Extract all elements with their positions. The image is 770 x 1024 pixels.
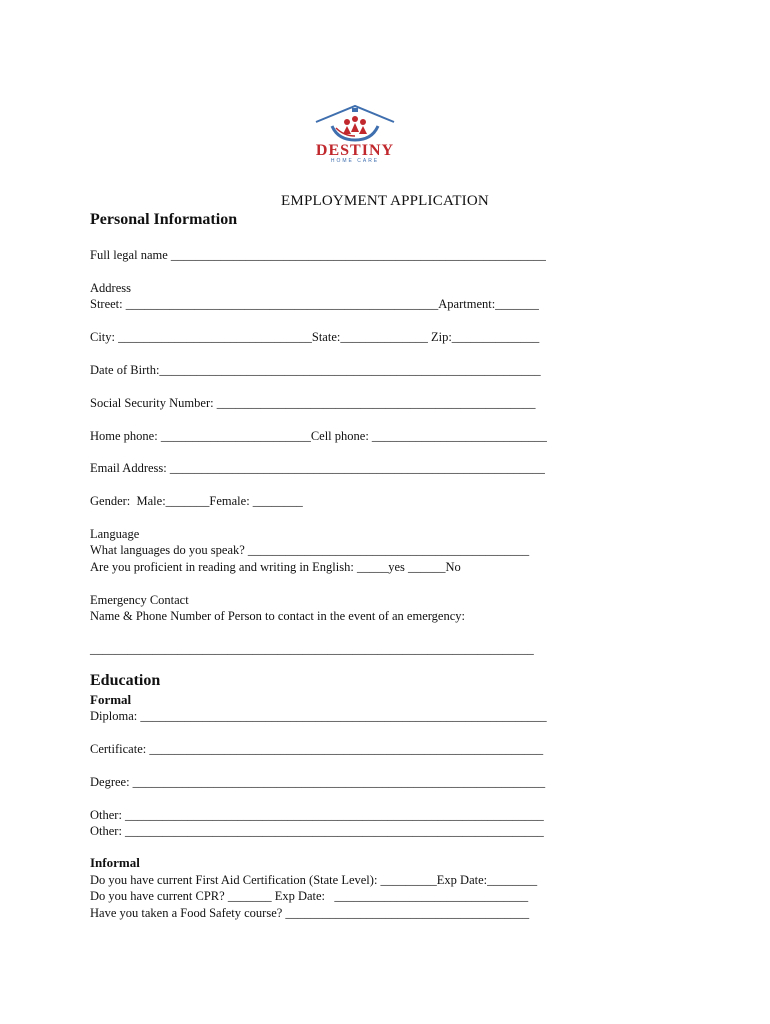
address-label: Address [90, 281, 131, 295]
street-field[interactable]: Street: __________________________________________________Apartment:_______ [90, 297, 539, 311]
city-state-zip-field[interactable]: City: _______________________________State:______________ Zip:______________ [90, 330, 540, 344]
first-aid-field[interactable]: Do you have current First Aid Certification (State Level): _________Exp Date:________ [90, 873, 538, 887]
full-legal-name-field[interactable]: Full legal name ____________________________________________________________ [90, 248, 546, 262]
logo-tagline: HOME CARE [330, 158, 380, 164]
formal-education-label: Formal [90, 692, 132, 707]
emergency-contact-label: Emergency Contact [90, 593, 189, 607]
english-proficiency-field[interactable]: Are you proficient in reading and writing in English: _____yes ______No [90, 560, 461, 574]
personal-information-heading: Personal Information [90, 211, 238, 228]
education-heading: Education [90, 672, 161, 689]
diploma-field[interactable]: Diploma: _________________________________________________________________ [90, 709, 547, 723]
emergency-contact-field[interactable]: _______________________________________________________________________ [90, 642, 534, 656]
page-title: EMPLOYMENT APPLICATION [281, 193, 489, 209]
other-field-2[interactable]: Other: ___________________________________________________________________ [90, 824, 544, 838]
informal-education-label: Informal [90, 855, 140, 870]
logo-emblem-icon [290, 100, 420, 144]
gender-field[interactable]: Gender: Male:_______Female: ________ [90, 494, 303, 508]
language-label: Language [90, 527, 140, 541]
food-safety-field[interactable]: Have you taken a Food Safety course? _______________________________________ [90, 906, 530, 920]
social-security-field[interactable]: Social Security Number: ___________________________________________________ [90, 396, 536, 410]
certificate-field[interactable]: Certificate: _______________________________________________________________ [90, 742, 544, 756]
degree-field[interactable]: Degree: __________________________________________________________________ [90, 775, 546, 789]
other-field-1[interactable]: Other: ___________________________________________________________________ [90, 808, 544, 822]
emergency-contact-question: Name & Phone Number of Person to contact in the event of an emergency: [90, 609, 466, 623]
cpr-field[interactable]: Do you have current CPR? _______ Exp Date: _______________________________ [90, 889, 529, 903]
languages-field[interactable]: What languages do you speak? _____________________________________________ [90, 543, 530, 557]
date-of-birth-field[interactable]: Date of Birth:_____________________________________________________________ [90, 363, 541, 377]
email-field[interactable]: Email Address: ____________________________________________________________ [90, 461, 545, 475]
logo-name: DESTINY [315, 142, 395, 159]
phone-fields[interactable]: Home phone: ________________________Cell phone: ____________________________ [90, 429, 547, 443]
destiny-home-care-logo [290, 100, 420, 164]
